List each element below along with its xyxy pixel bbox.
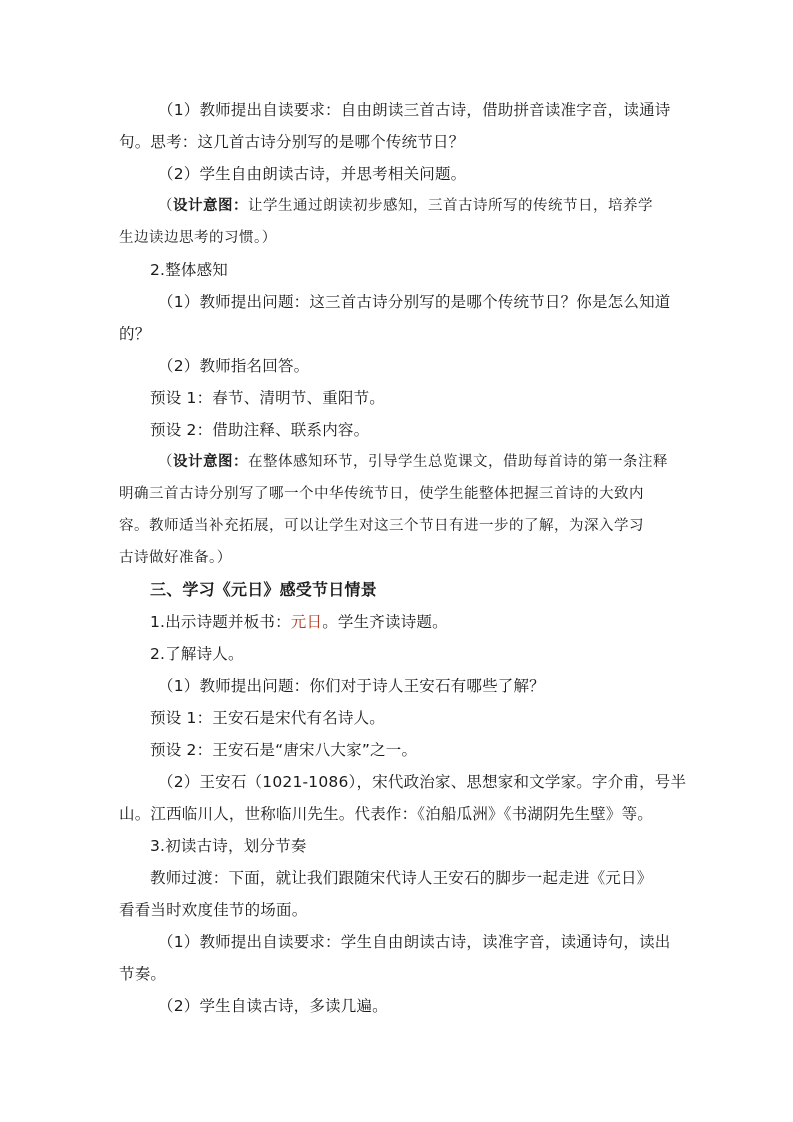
section-heading: 三、学习《元日》感受节日情景: [150, 580, 377, 599]
line-text: 1.出示诗题并板书：: [150, 613, 291, 631]
paragraph-line: 山。江西临川人，世称临川先生。代表作：《泊船瓜洲》《书湖阴先生壁》等。: [119, 805, 654, 823]
line-text: 。学生齐读诗题。: [322, 613, 448, 631]
paragraph-line: （2）学生自读古诗，多读几遍。: [158, 997, 388, 1015]
subheading: 3.初读古诗，划分节奏: [150, 837, 307, 855]
note-open-paren: （: [158, 198, 173, 214]
paragraph-line: [150, 612, 448, 632]
design-intent-note: [158, 196, 653, 216]
paragraph-line: 预设 1：王安石是宋代有名诗人。: [150, 709, 385, 727]
paragraph-line: （1）教师提出自读要求：学生自由朗读古诗，读准字音，读通诗句，读出: [158, 933, 671, 951]
paragraph-line: 古诗做好准备。）: [119, 550, 232, 566]
paragraph-line: （2）学生自由朗读古诗，并思考相关问题。: [158, 165, 467, 183]
paragraph-line: 句。思考：这几首古诗分别写的是哪个传统节日？: [119, 133, 465, 151]
paragraph-line: （1）教师提出问题：你们对于诗人王安石有哪些了解？: [158, 677, 545, 695]
paragraph-line: （1）教师提出自读要求：自由朗读三首古诗，借助拼音读准字音，读通诗: [158, 101, 671, 119]
paragraph-line: （2）王安石（1021-1086），宋代政治家、思想家和文学家。字介甫，号半: [158, 773, 687, 791]
note-open-paren: （: [158, 454, 173, 470]
paragraph-line: 的？: [119, 325, 151, 343]
subheading: 2.了解诗人。: [150, 645, 244, 663]
note-label: 设计意图：: [173, 197, 248, 214]
paragraph-line: 容。教师适当补充拓展，可以让学生对这三个节日有进一步的了解，为深入学习: [119, 518, 644, 534]
paragraph-line: （1）教师提出问题：这三首古诗分别写的是哪个传统节日？你是怎么知道: [158, 293, 671, 311]
paragraph-line: 预设 2：王安石是“唐宋八大家”之一。: [150, 741, 418, 759]
design-intent-note: [158, 452, 668, 472]
highlighted-title: 元日: [290, 613, 323, 631]
paragraph-line: 节奏。: [119, 965, 167, 983]
paragraph-line: 看看当时欢度佳节的场面。: [119, 901, 308, 919]
paragraph-line: （2）教师指名回答。: [158, 357, 310, 375]
note-label: 设计意图：: [173, 453, 248, 470]
paragraph-line: 生边读边思考的习惯。）: [119, 230, 277, 246]
paragraph-line: 明确三首古诗分别写了哪一个中华传统节日，使学生能整体把握三首诗的大致内: [119, 486, 644, 502]
paragraph-line: 预设 1：春节、清明节、重阳节。: [150, 389, 385, 407]
paragraph-line: 教师过渡：下面，就让我们跟随宋代诗人王安石的脚步一起走进《元日》: [150, 869, 653, 887]
paragraph-line: 预设 2：借助注释、联系内容。: [150, 421, 370, 439]
subheading: 2.整体感知: [150, 261, 228, 279]
note-text: 让学生通过朗读初步感知，三首古诗所写的传统节日，培养学: [248, 198, 653, 214]
note-text: 在整体感知环节，引导学生总览课文，借助每首诗的第一条注释: [248, 454, 668, 470]
